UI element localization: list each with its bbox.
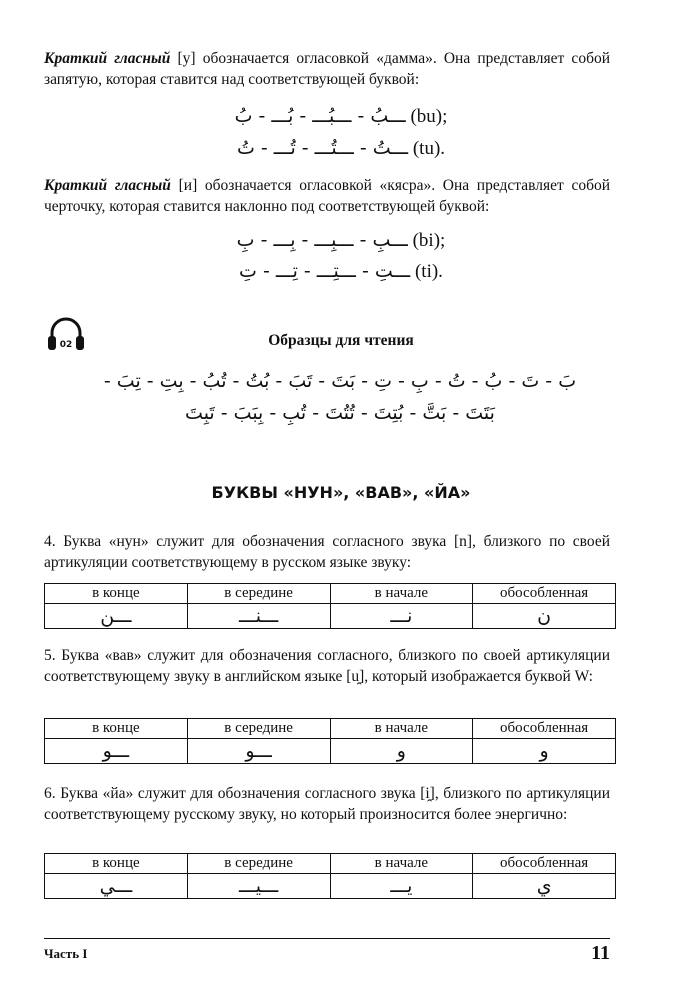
table-header-row xyxy=(45,584,616,604)
footer-divider xyxy=(44,938,610,939)
arabic-forms: ـــتِ - ـــتِـــ - تِـــ - تِ xyxy=(239,260,411,282)
form-isolated: ن xyxy=(473,604,616,629)
header-medial: в середине xyxy=(187,854,330,874)
transliteration: (tu). xyxy=(412,138,446,159)
paragraph-waw: 5. Буква «вав» служит для обозначения согласного, близкого по своей артикуляции соответствующему звуку в английском языке [u̯], который изображается буквой W: xyxy=(44,647,610,685)
form-medial: ـــيـــ xyxy=(187,874,330,899)
paragraph-text: [и] обозначается огласовкой «кясра». Она представляет собой черточку, которая ставится наклонно под соответствующей буквой: xyxy=(44,177,611,215)
paragraph-kasra xyxy=(44,175,610,217)
example-damma-ba xyxy=(0,102,682,131)
arabic-forms: ـــبِ - ـــبِـــ - بِـــ - بِ xyxy=(236,229,408,251)
paragraph-damma xyxy=(44,48,610,90)
transliteration: (ti). xyxy=(414,261,443,282)
form-medial: ـــنـــ xyxy=(187,604,330,629)
audio-track-number: 02 xyxy=(59,340,73,350)
paragraph-lead: Краткий гласный xyxy=(44,50,171,67)
reading-samples-title: Образцы для чтения xyxy=(268,332,414,349)
header-medial: в середине xyxy=(187,719,330,739)
arabic-forms: ـــبُ - ـــبُـــ - بُـــ - بُ xyxy=(234,105,406,127)
header-initial: в начале xyxy=(330,584,473,604)
header-final: в конце xyxy=(45,719,188,739)
table-header-row xyxy=(45,854,616,874)
form-medial: ـــو xyxy=(187,739,330,764)
table-glyph-row xyxy=(45,604,616,629)
form-initial: و xyxy=(330,739,473,764)
letter-forms-table-ya xyxy=(44,853,616,899)
form-isolated: ي xyxy=(473,874,616,899)
header-isolated: обособленная xyxy=(473,584,616,604)
example-kasra-ba xyxy=(0,226,682,255)
reading-line-1: بَ - تَ - بُ - تُ - بِ - تِ - بَتَ - تَبَ - بُتُ - تُبُ - بِتِ - تِبَ - xyxy=(103,370,577,392)
form-final: ـــو xyxy=(45,739,188,764)
header-final: в конце xyxy=(45,584,188,604)
reading-line-2: بَتَتَ - بَتَّ - بُتِتَ - تُتُتَ - تُبِ - بِبَبَ - تَبِتَ xyxy=(185,402,495,424)
form-final: ـــن xyxy=(45,604,188,629)
form-isolated: و xyxy=(473,739,616,764)
header-isolated: обособленная xyxy=(473,719,616,739)
letter-forms-table-waw xyxy=(44,718,616,764)
page-number: 11 xyxy=(591,942,610,964)
paragraph-text: [у] обозначается огласовкой «дамма». Она представляет собой запятую, которая ставится над соответствующей буквой: xyxy=(44,50,610,88)
table-glyph-row xyxy=(45,739,616,764)
example-damma-ta xyxy=(0,134,682,163)
paragraph-lead: Краткий гласный xyxy=(44,177,171,194)
example-kasra-ta xyxy=(0,257,682,286)
section-title: БУКВЫ «НУН», «ВАВ», «ЙА» xyxy=(211,483,471,502)
form-final: ـــي xyxy=(45,874,188,899)
header-final: в конце xyxy=(45,854,188,874)
form-initial: نـــ xyxy=(330,604,473,629)
form-initial: يـــ xyxy=(330,874,473,899)
header-medial: в середине xyxy=(187,584,330,604)
paragraph-ya: 6. Буква «йа» служит для обозначения согласного звука [i̯], близкого по артикуляции соответствующему русскому звуку, но который произносится более энергично: xyxy=(44,785,610,823)
arabic-forms: ـــتُ - ـــتُـــ - تُـــ - تُ xyxy=(236,137,409,159)
letter-forms-table-nun xyxy=(44,583,616,629)
transliteration: (bu); xyxy=(410,106,448,127)
table-header-row xyxy=(45,719,616,739)
transliteration: (bi); xyxy=(412,230,446,251)
header-initial: в начале xyxy=(330,719,473,739)
footer-part-label: Часть I xyxy=(44,946,88,961)
table-glyph-row xyxy=(45,874,616,899)
header-isolated: обособленная xyxy=(473,854,616,874)
paragraph-nun: 4. Буква «нун» служит для обозначения согласного звука [n], близкого по своей артикуляции соответствующему в русском языке звуку: xyxy=(44,533,610,571)
header-initial: в начале xyxy=(330,854,473,874)
